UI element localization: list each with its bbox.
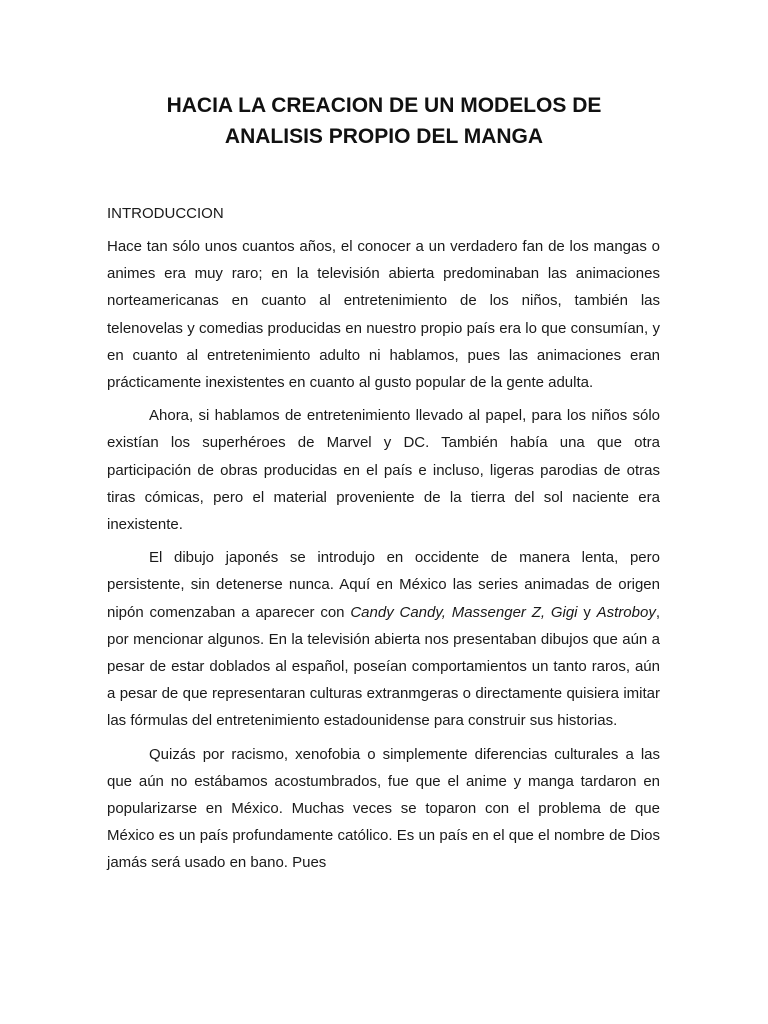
paragraph-1: Hace tan sólo unos cuantos años, el conocer a un verdadero fan de los mangas o animes era muy raro; en la televisión abierta predominaban las animaciones norteamericanas en cuanto al entretenimiento de los niños, también las telenovelas y comedias producidas en nuestro propio país era lo que consumían, y en cuanto al entretenimiento adulto ni hablamos, pues las animaciones eran prácticamente inexistentes en cuanto al gusto popular de la gente adulta.	[107, 238, 660, 392]
paragraph-3-text-a: El dibujo japonés se introdujo en occidente de manera lenta, pero persistente, sin detenerse nunca. Aquí en México las series animadas de origen nipón comenzaban a aparecer con	[107, 549, 660, 621]
paragraph-3-italic-titles: Candy Candy, Massenger Z, Gigi	[350, 603, 578, 621]
title-line-1: HACIA LA CREACION DE UN MODELOS DE	[166, 94, 602, 117]
document-body	[107, 200, 660, 883]
paragraph-4: Quizás por racismo, xenofobia o simplemente diferencias culturales a las que aún no estábamos acostumbrados, fue que el anime y manga tardaron en popularizarse en México. Muchas veces se toparon con el problema de que México es un país profundamente católico. Es un país en el que el nombre de Dios jamás será usado en bano. Pues	[107, 745, 660, 872]
paragraph-3-italic-astroboy: Astroboy	[596, 603, 656, 621]
section-heading: INTRODUCCION	[107, 205, 224, 222]
paragraph-3	[107, 544, 660, 734]
title-line-2: ANALISIS PROPIO DEL MANGA	[224, 125, 544, 148]
paragraph-3-text-b: y	[577, 603, 597, 621]
paragraph-2: Ahora, si hablamos de entretenimiento llevado al papel, para los niños sólo existían los superhéroes de Marvel y DC. También había una que otra participación de obras producidas en el país e incluso, ligeras parodias de otras tiras cómicas, pero el material proveniente de la tierra del sol naciente era inexistente.	[107, 407, 660, 534]
document-title	[100, 90, 668, 152]
paragraph-3-text-c: , por mencionar algunos. En la televisión abierta nos presentaban dibujos que aún a pesar de estar doblados al español, poseían comportamientos un tanto raros, aún a pesar de que representaran culturas extranmgeras o directamente quisiera imitar las fórmulas del entretenimiento estadounidense para construir sus historias.	[107, 603, 660, 730]
